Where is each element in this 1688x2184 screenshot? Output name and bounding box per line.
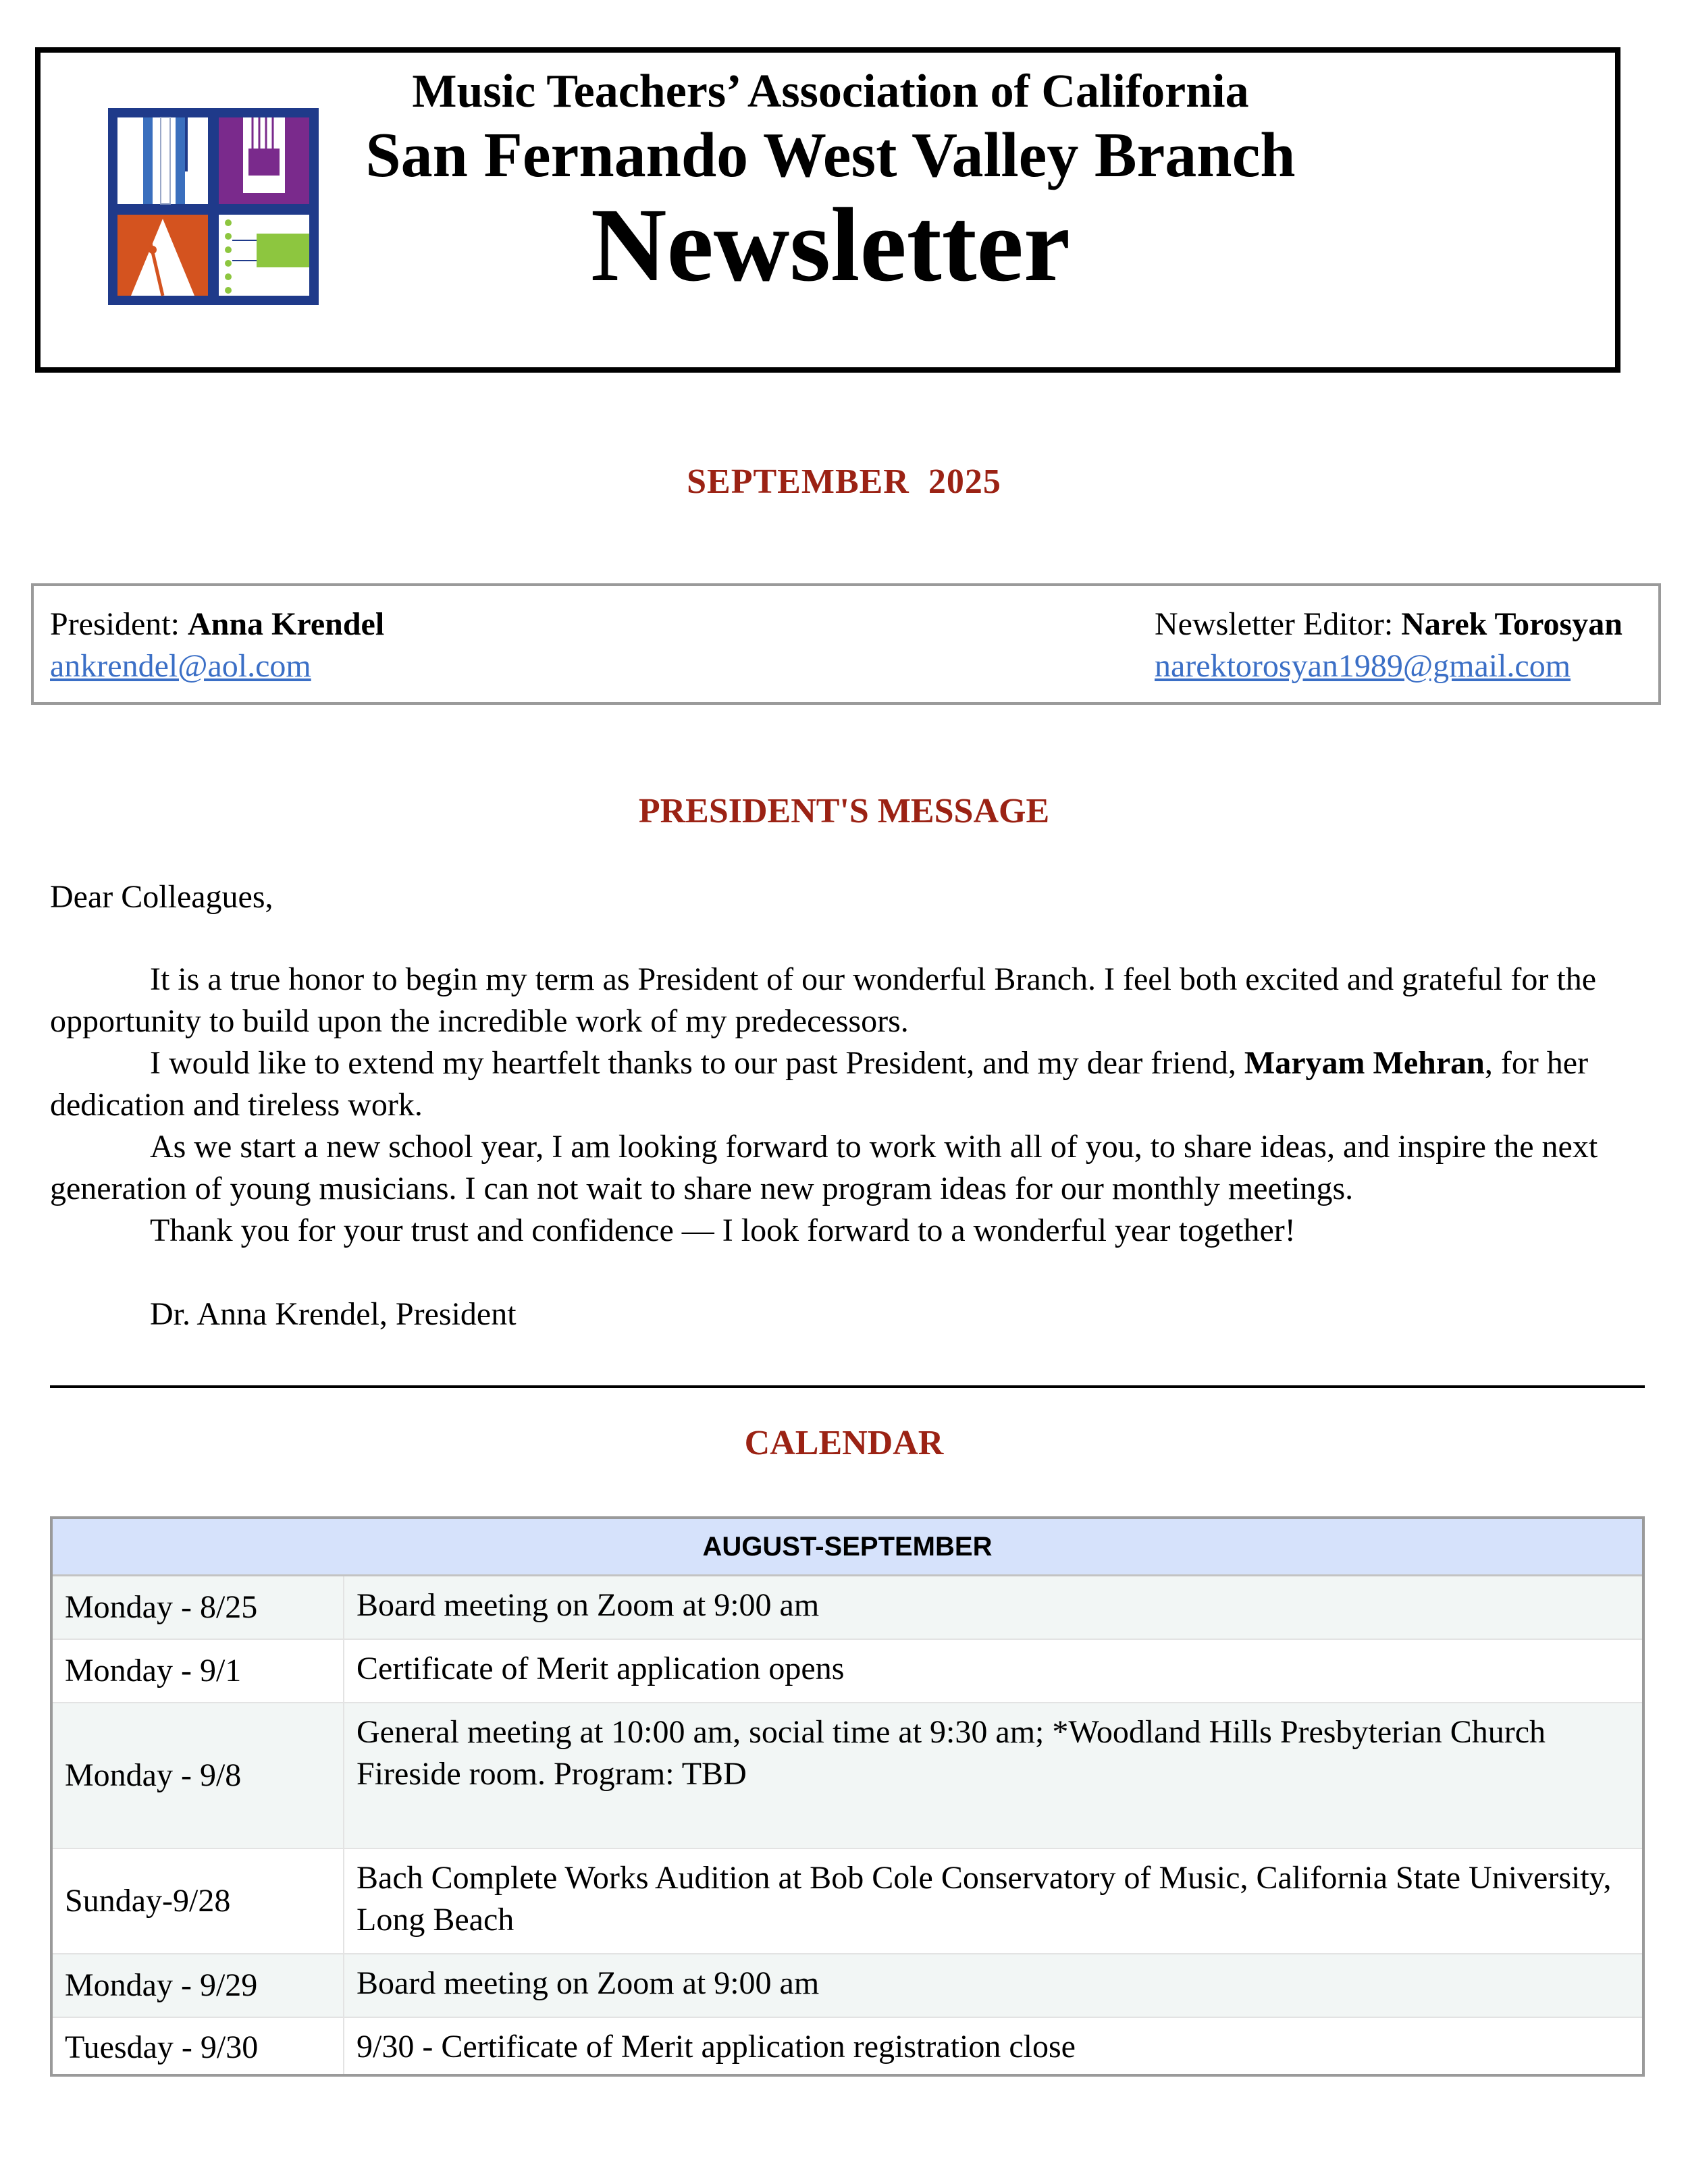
message-paragraph-4: Thank you for your trust and confidence — I look forward to a wonderful year together! xyxy=(150,1213,1296,1248)
event-date: Monday - 8/25 xyxy=(53,1576,344,1639)
event-description: Certificate of Merit application opens xyxy=(357,1651,845,1686)
president-name: Anna Krendel xyxy=(187,606,385,642)
table-row xyxy=(53,1849,1642,1954)
editor-contact xyxy=(1155,604,1623,687)
table-row xyxy=(53,1640,1642,1703)
event-date: Tuesday - 9/30 xyxy=(53,2018,344,2077)
paragraph-2-text-start: I would like to extend my heartfelt thanks to our past President, and my dear friend, xyxy=(150,1045,1244,1081)
message-paragraph-3: As we start a new school year, I am looking forward to work with all of you, to share ideas, and inspire the next generation of young musicians. I can not wait to share new program ideas for our monthly meetings. xyxy=(50,1129,1598,1206)
event-description: Bach Complete Works Audition at Bob Cole Conservatory of Music, California State University, Long Beach xyxy=(357,1860,1612,1938)
table-row xyxy=(53,1703,1642,1849)
org-name: Music Teachers’ Association of California xyxy=(412,65,1249,117)
presidents-message-heading: PRESIDENT'S MESSAGE xyxy=(638,792,1050,830)
event-description: Board meeting on Zoom at 9:00 am xyxy=(357,1965,820,2001)
salutation: Dear Colleagues, xyxy=(50,879,273,915)
event-date: Monday - 9/29 xyxy=(53,1954,344,2017)
signature: Dr. Anna Krendel, President xyxy=(150,1296,517,1332)
issue-date: SEPTEMBER 2025 xyxy=(687,462,1001,501)
section-divider xyxy=(50,1385,1645,1388)
president-contact xyxy=(50,604,384,687)
president-email-link[interactable]: ankrendel@aol.com xyxy=(50,648,311,684)
event-description: 9/30 - Certificate of Merit application registration close xyxy=(357,2029,1076,2065)
paragraph-2-text-end: , for her dedication and tireless work. xyxy=(50,1045,1589,1123)
table-row xyxy=(53,1954,1642,2018)
message-paragraph-1: It is a true honor to begin my term as President of our wonderful Branch. I feel both excited and grateful for the opportunity to build upon the incredible work of my predecessors. xyxy=(50,961,1596,1039)
event-date: Sunday-9/28 xyxy=(53,1849,344,1953)
event-date: Monday - 9/1 xyxy=(53,1640,344,1702)
editor-name: Narek Torosyan xyxy=(1401,606,1623,642)
calendar-table xyxy=(50,1516,1645,2077)
table-row xyxy=(53,2018,1642,2077)
event-description: General meeting at 10:00 am, social time at 9:30 am; *Woodland Hills Presbyterian Church Fireside room. Program: TBD xyxy=(357,1714,1546,1792)
calendar-table-header: AUGUST-SEPTEMBER xyxy=(53,1519,1642,1576)
editor-email-link[interactable]: narektorosyan1989@gmail.com xyxy=(1155,648,1571,684)
newsletter-title: Newsletter xyxy=(590,186,1071,303)
event-date: Monday - 9/8 xyxy=(53,1703,344,1848)
message-paragraph-2 xyxy=(50,1042,1643,1126)
calendar-heading: CALENDAR xyxy=(744,1424,944,1462)
past-president-name: Maryam Mehran xyxy=(1244,1045,1485,1081)
table-row xyxy=(53,1576,1642,1640)
editor-label: Newsletter Editor: xyxy=(1155,606,1402,642)
president-label: President: xyxy=(50,606,188,642)
event-description: Board meeting on Zoom at 9:00 am xyxy=(357,1587,820,1623)
branch-name: San Fernando West Valley Branch xyxy=(365,120,1296,190)
